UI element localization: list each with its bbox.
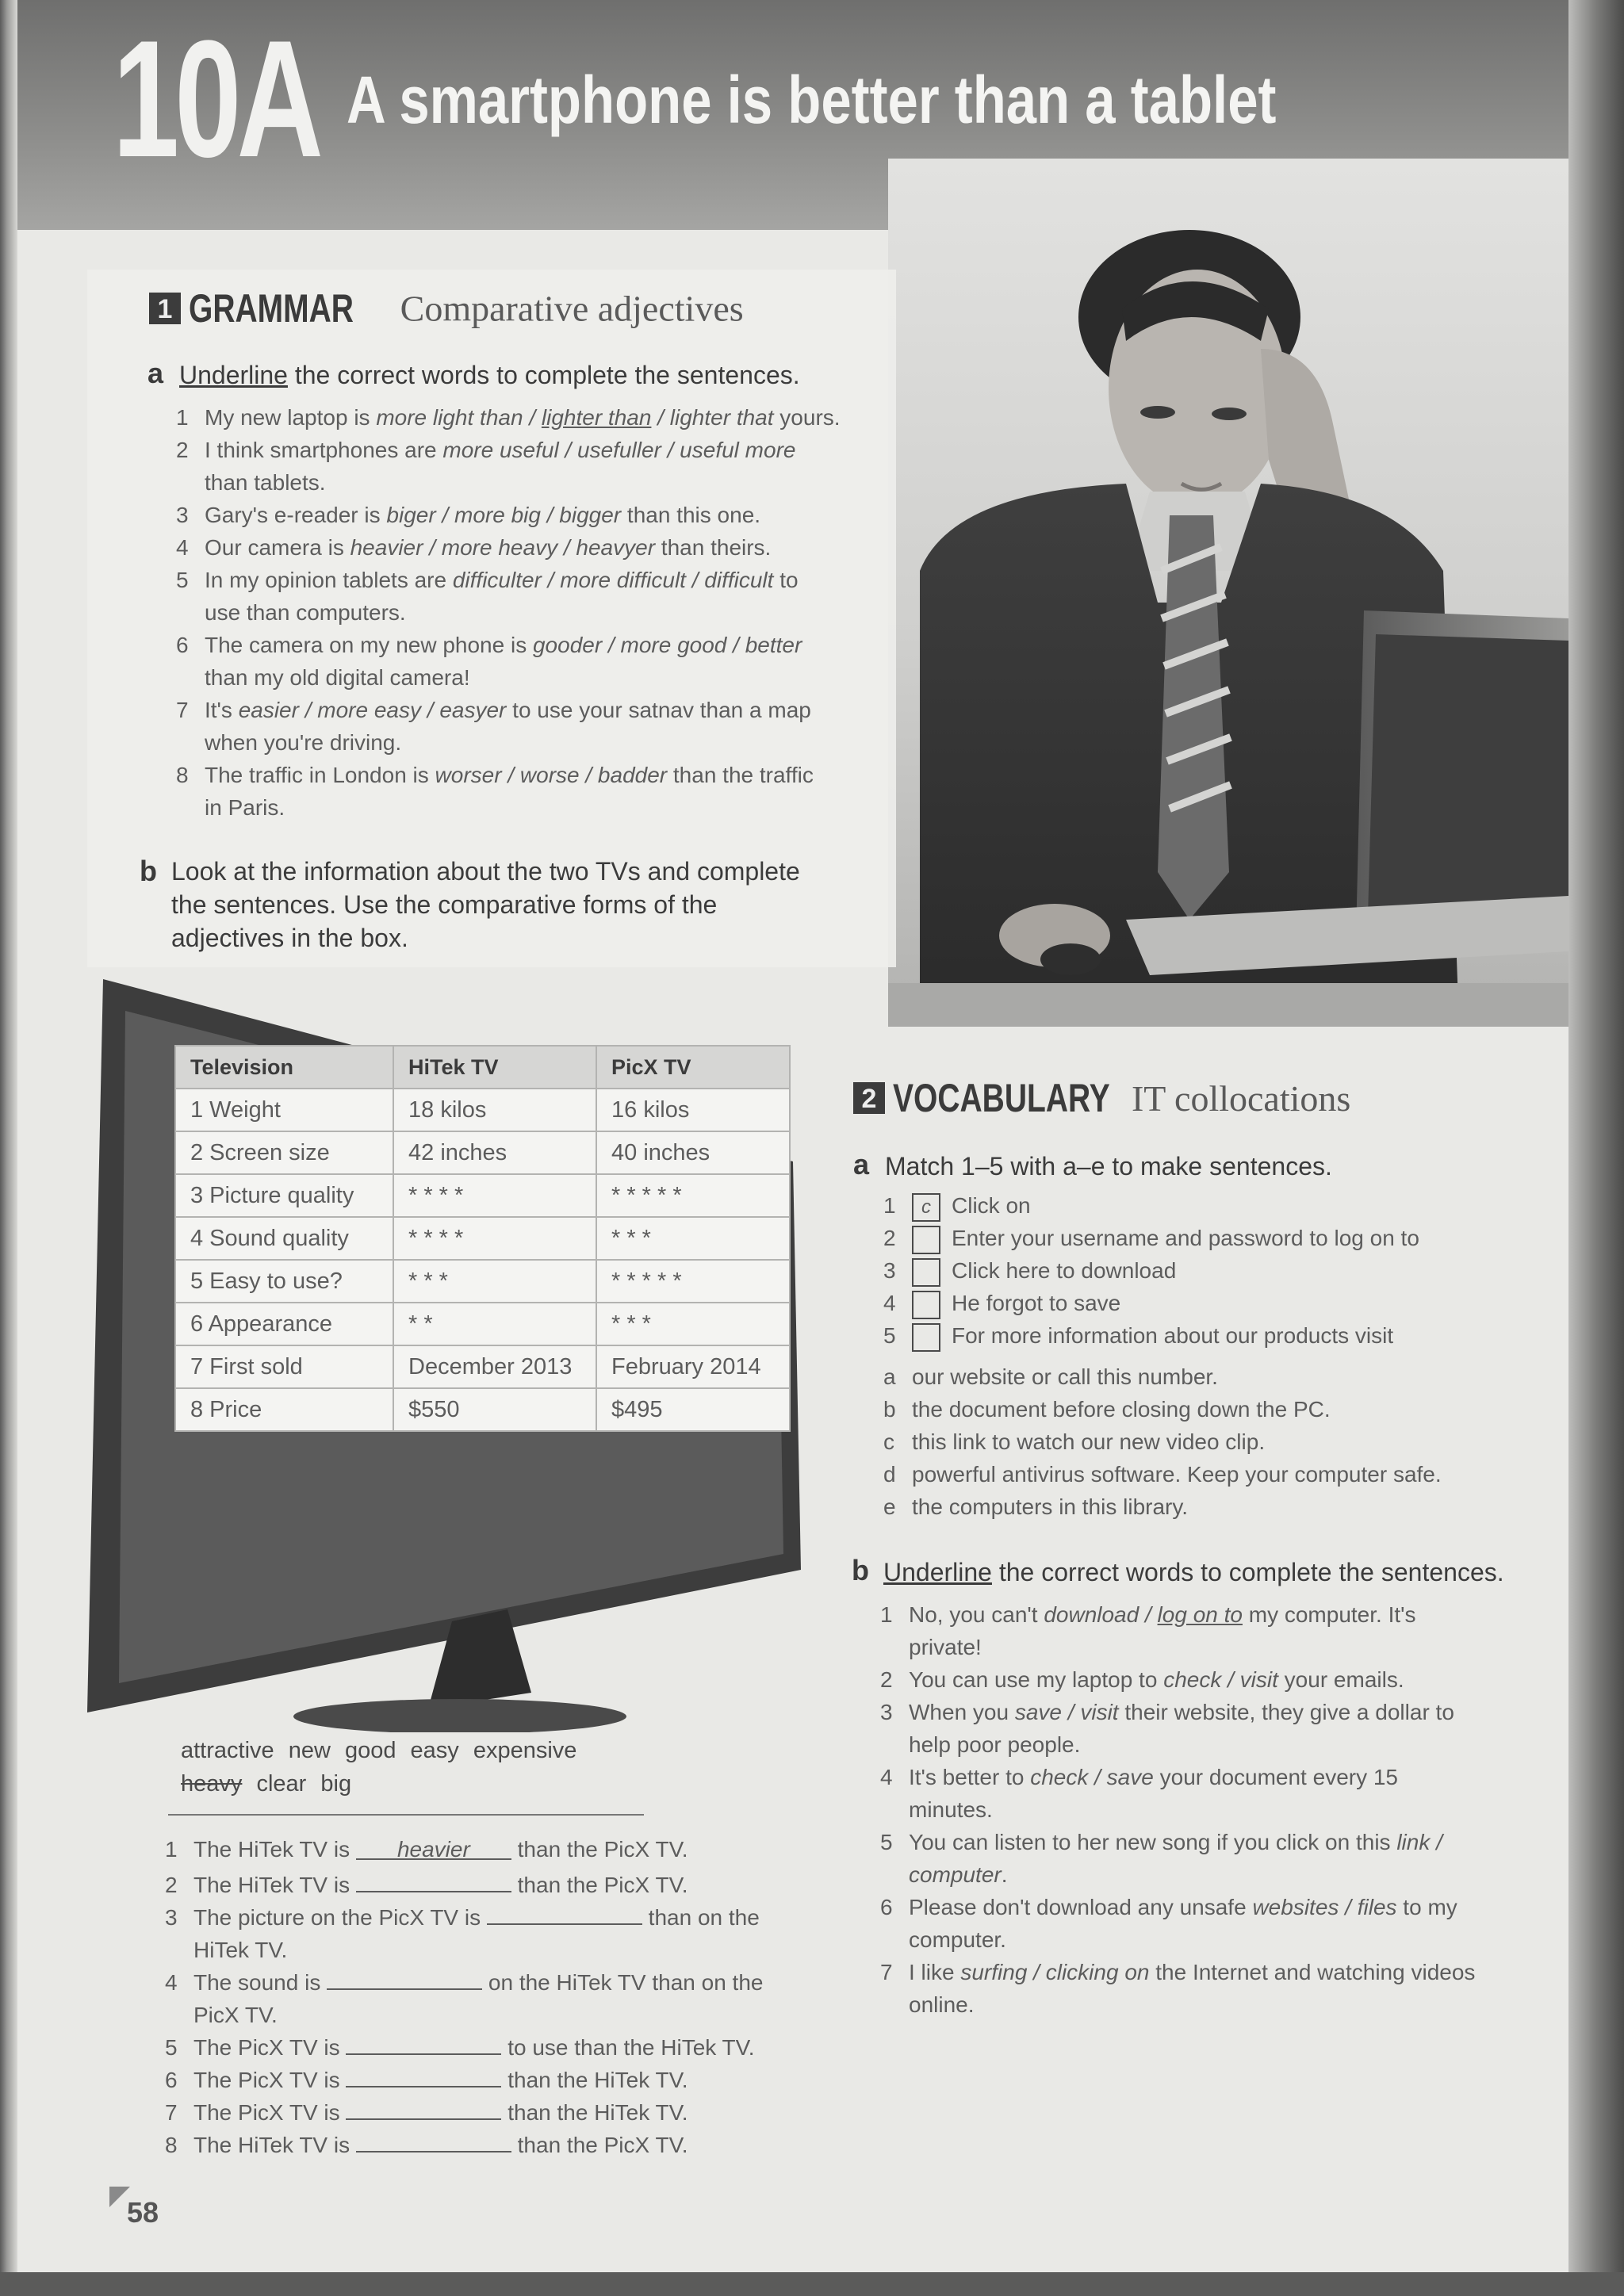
table-cell: * * * *	[393, 1217, 596, 1260]
table-cell: 5 Easy to use?	[175, 1260, 393, 1303]
instruction-line: Look at the information about the two TVs and complete	[171, 857, 800, 886]
item-number: 6	[165, 2068, 178, 2092]
table-cell: * * *	[596, 1303, 790, 1345]
table-cell: 16 kilos	[596, 1089, 790, 1131]
item-text: No, you can't	[909, 1602, 1044, 1627]
table-cell: 1 Weight	[175, 1089, 393, 1131]
item-continuation: .	[1001, 1862, 1008, 1887]
item-text: on the HiTek TV than on the	[482, 1970, 764, 1995]
item-text: than theirs.	[655, 535, 772, 560]
answer-blank[interactable]	[356, 2126, 511, 2152]
tv-sentence-6	[165, 2061, 688, 2096]
item-text: He forgot to save	[952, 1291, 1121, 1315]
item-text: The picture on the PicX TV is	[193, 1905, 487, 1930]
page-bottom-edge	[0, 2272, 1624, 2296]
item-options: link /	[1396, 1830, 1442, 1854]
item-text: your document every 15	[1153, 1765, 1399, 1789]
adjective-struck: heavy	[181, 1771, 243, 1797]
item-text: the Internet and watching videos	[1149, 1960, 1476, 1984]
table-cell: 40 inches	[596, 1131, 790, 1174]
item-continuation: private!	[909, 1635, 982, 1659]
item-number: 3	[176, 503, 189, 527]
vocab-task-a-letter: a	[853, 1148, 870, 1181]
table-cell: 4 Sound quality	[175, 1217, 393, 1260]
item-text: Please don't download any unsafe	[909, 1895, 1253, 1919]
grammar-a-item-1	[176, 401, 841, 434]
item-continuation: minutes.	[909, 1797, 993, 1822]
item-answer-underlined: log on to	[1157, 1602, 1243, 1627]
next-page-edge	[1568, 0, 1624, 2296]
answer-box[interactable]	[912, 1226, 940, 1254]
instruction-line: adjectives in the box.	[171, 924, 408, 952]
item-text: yours.	[773, 405, 841, 430]
item-number: 4	[883, 1291, 896, 1315]
item-text: to use than the HiTek TV.	[501, 2035, 755, 2060]
vocab-a-ending-a	[883, 1360, 1218, 1393]
item-number: 3	[165, 1905, 178, 1930]
item-option: more light than /	[376, 405, 542, 430]
answer-box[interactable]	[912, 1258, 940, 1287]
table-cell: 7 First sold	[175, 1345, 393, 1388]
item-options: save / visit	[1014, 1700, 1119, 1724]
page-number: 58	[127, 2196, 159, 2229]
item-number: 5	[176, 568, 189, 592]
table-row	[175, 1303, 790, 1345]
item-text: than the traffic	[667, 763, 814, 787]
vocab-b-item-5	[880, 1826, 1442, 1891]
item-options: easier / more easy / easyer	[238, 698, 507, 722]
adjectives-line-2	[181, 1771, 351, 1797]
grammar-task-a-instruction	[179, 358, 800, 392]
table-row	[175, 1388, 790, 1431]
item-text: than the PicX TV.	[511, 2133, 688, 2157]
ending-text: powerful antivirus software. Keep your computer safe.	[912, 1462, 1442, 1487]
item-text: You can listen to her new song if you click on this	[909, 1830, 1397, 1854]
item-number: 7	[165, 2100, 178, 2125]
answer-blank[interactable]	[346, 2061, 501, 2087]
item-text: The PicX TV is	[193, 2035, 347, 2060]
table-cell: December 2013	[393, 1345, 596, 1388]
item-text: than the HiTek TV.	[501, 2100, 688, 2125]
item-number: 2	[176, 438, 189, 462]
item-number: 1	[176, 405, 189, 430]
ending-text: the document before closing down the PC.	[912, 1397, 1331, 1422]
item-text: For more information about our products visit	[952, 1323, 1394, 1348]
vocab-a-ending-b	[883, 1393, 1331, 1425]
vocab-task-b-instruction	[883, 1556, 1504, 1589]
table-cell: $495	[596, 1388, 790, 1431]
item-text: The HiTek TV is	[193, 1837, 356, 1862]
item-text: I think smartphones are	[205, 438, 443, 462]
answer-blank[interactable]	[346, 2093, 501, 2120]
item-continuation: HiTek TV.	[193, 1938, 288, 1962]
item-text: My new laptop is	[205, 405, 377, 430]
item-number: 8	[176, 763, 189, 787]
table-cell: 2 Screen size	[175, 1131, 393, 1174]
answer-blank[interactable]	[356, 1866, 511, 1892]
item-text: It's	[205, 698, 239, 722]
item-options: more useful / usefuller / useful more	[442, 438, 796, 462]
item-number: 1	[880, 1602, 893, 1627]
photo-man-with-laptop	[888, 159, 1568, 1027]
table-row	[175, 1217, 790, 1260]
grammar-a-item-2	[176, 434, 795, 499]
vocab-b-item-2	[880, 1663, 1404, 1696]
vocabulary-section-heading	[853, 1075, 1350, 1121]
item-option: download /	[1044, 1602, 1158, 1627]
instruction-rest: the correct words to complete the sentences.	[287, 361, 800, 389]
table-cell: * *	[393, 1303, 596, 1345]
item-options: websites / files	[1252, 1895, 1397, 1919]
table-cell: * * * * *	[596, 1260, 790, 1303]
instruction-line: the sentences. Use the comparative forms of the	[171, 890, 718, 919]
item-text: than the PicX TV.	[511, 1837, 688, 1862]
item-options: worser / worse / badder	[435, 763, 668, 787]
item-options: check / save	[1030, 1765, 1154, 1789]
grammar-a-item-7	[176, 694, 811, 759]
item-number: 4	[176, 535, 189, 560]
man-laptop-illustration	[888, 159, 1568, 1027]
item-number: 3	[883, 1258, 896, 1283]
item-number: 2	[165, 1873, 178, 1897]
item-continuation: online.	[909, 1992, 975, 2017]
vocab-a-ending-d	[883, 1458, 1442, 1490]
table-row	[175, 1089, 790, 1131]
item-continuation: computer.	[909, 1927, 1006, 1952]
ending-letter: a	[883, 1364, 896, 1389]
item-option: / lighter that	[651, 405, 774, 430]
item-text: The HiTek TV is	[193, 1873, 356, 1897]
item-text: You can use my laptop to	[909, 1667, 1164, 1692]
item-text: to use your satnav than a map	[506, 698, 811, 722]
table-row	[175, 1131, 790, 1174]
item-text: In my opinion tablets are	[205, 568, 453, 592]
item-continuation: than tablets.	[205, 470, 326, 495]
grammar-a-item-4	[176, 531, 771, 564]
item-continuation: when you're driving.	[205, 730, 402, 755]
unit-number: 10A	[113, 6, 320, 192]
item-number: 4	[880, 1765, 893, 1789]
instruction-keyword: Underline	[179, 361, 288, 389]
item-options: surfing / clicking on	[960, 1960, 1150, 1984]
item-continuation: than my old digital camera!	[205, 665, 470, 690]
item-number: 4	[165, 1970, 178, 1995]
table-cell: 3 Picture quality	[175, 1174, 393, 1217]
table-header-cell: PicX TV	[596, 1046, 790, 1089]
item-text: than on the	[642, 1905, 760, 1930]
vocab-a-ending-e	[883, 1490, 1188, 1523]
answer-blank[interactable]	[346, 2028, 501, 2055]
answer-blank[interactable]	[487, 1898, 642, 1925]
item-options: heavier / more heavy / heavyer	[350, 535, 656, 560]
item-text: The sound is	[193, 1970, 327, 1995]
ending-letter: e	[883, 1494, 896, 1519]
vocab-a-item-1	[883, 1189, 1031, 1222]
item-number: 2	[883, 1226, 896, 1250]
page-spine-shadow	[0, 0, 17, 2296]
item-text: The camera on my new phone is	[205, 633, 533, 657]
ending-text: this link to watch our new video clip.	[912, 1429, 1266, 1454]
item-text: my computer. It's	[1242, 1602, 1416, 1627]
grammar-task-b-instruction	[171, 855, 800, 955]
tv-sentence-3	[165, 1898, 760, 1966]
grammar-task-b-letter: b	[140, 855, 157, 887]
grammar-a-item-5	[176, 564, 799, 629]
ending-text: our website or call this number.	[912, 1364, 1218, 1389]
tv-sentence-5	[165, 2028, 755, 2064]
item-number: 7	[880, 1960, 893, 1984]
tv-sentence-1	[165, 1833, 688, 1866]
vocab-a-item-3	[883, 1254, 1176, 1287]
item-option: computer	[909, 1862, 1002, 1887]
adjectives-rest: clear big	[256, 1771, 352, 1797]
item-number: 7	[176, 698, 189, 722]
instruction-keyword: Underline	[883, 1558, 992, 1586]
vocabulary-section-number: 2	[853, 1082, 885, 1114]
instruction-rest: the correct words to complete the sentences.	[991, 1558, 1504, 1586]
item-text: Our camera is	[205, 535, 350, 560]
item-continuation: use than computers.	[205, 600, 406, 625]
ending-letter: d	[883, 1462, 896, 1487]
item-options: difficulter / more difficult / difficult	[452, 568, 774, 592]
item-number: 5	[883, 1323, 896, 1348]
item-text: The PicX TV is	[193, 2068, 347, 2092]
table-cell: $550	[393, 1388, 596, 1431]
item-text: Enter your username and password to log on to	[952, 1226, 1419, 1250]
unit-title: A smartphone is better than a tablet	[347, 63, 1277, 137]
grammar-section-label: GRAMMAR	[189, 286, 354, 331]
item-number: 8	[165, 2133, 178, 2157]
item-text: I like	[909, 1960, 961, 1984]
item-options: check / visit	[1163, 1667, 1278, 1692]
ending-text: the computers in this library.	[912, 1494, 1189, 1519]
grammar-a-item-8	[176, 759, 814, 824]
table-row	[175, 1260, 790, 1303]
table-header-cell: HiTek TV	[393, 1046, 596, 1089]
grammar-task-a-letter: a	[147, 357, 164, 389]
table-header-row	[175, 1046, 790, 1089]
item-continuation: in Paris.	[205, 795, 285, 820]
vocab-b-item-7	[880, 1956, 1475, 2021]
item-number: 1	[883, 1193, 896, 1218]
table-cell: February 2014	[596, 1345, 790, 1388]
table-cell: 18 kilos	[393, 1089, 596, 1131]
item-options: gooder / more good / better	[532, 633, 802, 657]
item-text: Click here to download	[952, 1258, 1177, 1283]
table-header-cell: Television	[175, 1046, 393, 1089]
tv-sentence-7	[165, 2093, 688, 2129]
item-text: Click on	[952, 1193, 1031, 1218]
vocab-a-ending-c	[883, 1425, 1265, 1458]
item-text: than this one.	[621, 503, 761, 527]
answer-box[interactable]	[912, 1323, 940, 1352]
grammar-a-item-3	[176, 499, 760, 531]
item-text: their website, they give a dollar to	[1118, 1700, 1454, 1724]
item-number: 6	[176, 633, 189, 657]
tv-sentence-2	[165, 1866, 688, 1901]
grammar-a-item-6	[176, 629, 802, 694]
table-cell: * * * * *	[596, 1174, 790, 1217]
vocab-task-a-instruction: Match 1–5 with a–e to make sentences.	[885, 1152, 1332, 1181]
ending-letter: b	[883, 1397, 896, 1422]
table-cell: * * *	[596, 1217, 790, 1260]
item-text: to	[773, 568, 799, 592]
item-text: your emails.	[1277, 1667, 1404, 1692]
answer-blank[interactable]: heavier	[356, 1833, 511, 1860]
item-number: 6	[880, 1895, 893, 1919]
tv-comparison-table	[174, 1045, 791, 1432]
item-text: The traffic in London is	[205, 763, 435, 787]
table-cell: 42 inches	[393, 1131, 596, 1174]
item-text: to my	[1396, 1895, 1457, 1919]
grammar-section-topic: Comparative adjectives	[400, 288, 744, 329]
item-number: 5	[165, 2035, 178, 2060]
answer-blank[interactable]	[327, 1963, 482, 1990]
table-row	[175, 1345, 790, 1388]
item-number: 1	[165, 1837, 178, 1862]
tv-sentence-8	[165, 2126, 688, 2161]
table-row	[175, 1174, 790, 1217]
item-number: 3	[880, 1700, 893, 1724]
item-answer-underlined: lighter than	[541, 405, 652, 430]
item-text: The PicX TV is	[193, 2100, 347, 2125]
item-text: When you	[909, 1700, 1015, 1724]
vocab-a-item-4	[883, 1287, 1120, 1319]
item-number: 2	[880, 1667, 893, 1692]
item-text: The HiTek TV is	[193, 2133, 356, 2157]
vocab-b-item-4	[880, 1761, 1398, 1826]
grammar-section-heading	[149, 285, 744, 331]
item-continuation: help poor people.	[909, 1732, 1081, 1757]
adjectives-box	[168, 1727, 644, 1816]
table-cell: 8 Price	[175, 1388, 393, 1431]
vocab-a-item-2	[883, 1222, 1419, 1254]
grammar-section-number: 1	[149, 293, 181, 324]
tv-sentence-4	[165, 1963, 763, 2031]
vocabulary-section-label: VOCABULARY	[893, 1076, 1110, 1120]
vocabulary-section-topic: IT collocations	[1131, 1077, 1351, 1119]
vocab-b-item-3	[880, 1696, 1454, 1761]
answer-box[interactable]	[912, 1291, 940, 1319]
vocab-task-b-letter: b	[852, 1554, 869, 1586]
table-cell: * * * *	[393, 1174, 596, 1217]
table-cell: 6 Appearance	[175, 1303, 393, 1345]
vocab-a-item-5	[883, 1319, 1393, 1352]
table-cell: * * *	[393, 1260, 596, 1303]
item-options: biger / more big / bigger	[386, 503, 622, 527]
item-text: than the PicX TV.	[511, 1873, 688, 1897]
item-number: 5	[880, 1830, 893, 1854]
adjectives-line-1: attractive new good easy expensive	[181, 1738, 577, 1763]
vocab-b-item-6	[880, 1891, 1457, 1956]
item-text: than the HiTek TV.	[501, 2068, 688, 2092]
item-text: It's better to	[909, 1765, 1031, 1789]
answer-box[interactable]: c	[912, 1193, 940, 1222]
item-text: Gary's e-reader is	[205, 503, 387, 527]
vocab-b-item-1	[880, 1598, 1416, 1663]
ending-letter: c	[883, 1429, 894, 1454]
item-continuation: PicX TV.	[193, 2003, 278, 2027]
